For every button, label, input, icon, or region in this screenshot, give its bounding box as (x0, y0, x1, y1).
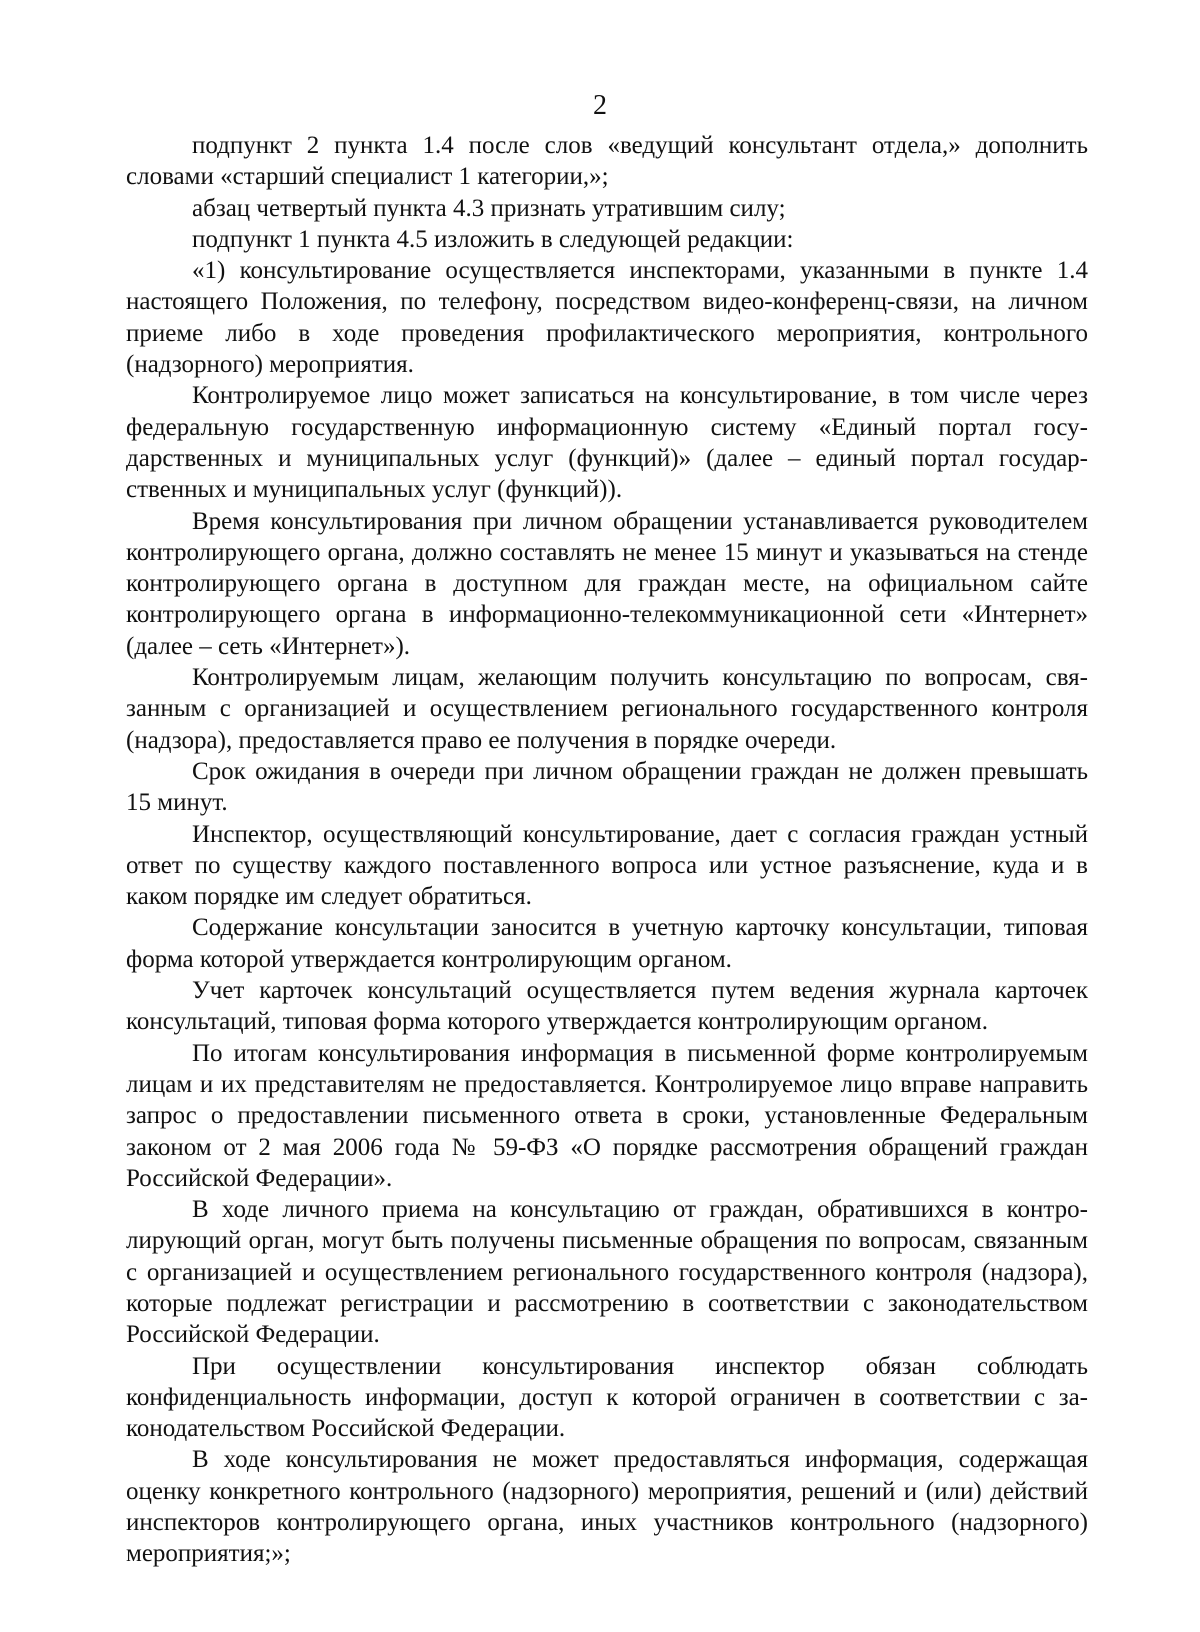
paragraph: Контролируемое лицо может записаться на консультирование, в том числе через федеральную государственную информационную систему «Единый портал государственных и муниципальных услуг (функций)» (далее – единый портал государственных и муниципальных услуг (функций)). (126, 382, 1088, 504)
paragraph: Учет карточек консультаций осуществляется путем ведения журнала карточек консультаций, типовая форма которого утверждается контролирующим органом. (126, 977, 1088, 1036)
paragraph: «1) консультирование осуществляется инспекторами, указанными в пункте 1.4 настоящего Положения, по телефону, посредством видео-конференц-связи, на личном приеме либо в ходе проведения профилактического мероприятия, контрольного (надзорного) мероприятия. (126, 257, 1088, 379)
paragraph: По итогам консультирования информация в письменной форме контролируемым лицам и их представителям не предоставляется. Контролируемое лицо вправе направить запрос о предоставлении письменного ответа в сроки, установленные Федеральным законом от 2 мая 2006 года № 59-ФЗ «О порядке рассмотрения обращений граждан Российской Федерации». (126, 1039, 1088, 1192)
document-body (126, 130, 1088, 1570)
paragraph: подпункт 1 пункта 4.5 изложить в следующей редакции: (192, 225, 794, 253)
paragraph: абзац четвертый пункта 4.3 признать утратившим силу; (192, 194, 786, 222)
page-number: 2 (593, 90, 607, 121)
paragraph: Контролируемым лицам, желающим получить консультацию по вопросам, связанным с организацией и осуществлением регионального государственного контроля (надзора), предоставляется право ее получения в порядке очереди. (126, 664, 1088, 754)
paragraph: В ходе личного приема на консультацию от граждан, обратившихся в контролирующий орган, могут быть получены письменные обращения по вопросам, связанным с организацией и осуществлением регионального государственного контроля (надзора), которые подлежат регистрации и рассмотрению в соответствии с законодательством Российской Федерации. (126, 1196, 1088, 1349)
paragraph: Инспектор, осуществляющий консультирование, дает с согласия граждан устный ответ по существу каждого поставленного вопроса или устное разъяснение, куда и в каком порядке им следует обратиться. (126, 820, 1088, 911)
paragraph: Содержание консультации заносится в учетную карточку консультации, типовая форма которой утверждается контролирующим органом. (126, 914, 1088, 973)
paragraph: подпункт 2 пункта 1.4 после слов «ведущий консультант отдела,» дополнить словами «старший специалист 1 категории,»; (126, 132, 1088, 191)
paragraph: Срок ожидания в очереди при личном обращении граждан не должен превышать 15 минут. (126, 757, 1088, 817)
paragraph: Время консультирования при личном обращении устанавливается руководителем контролирующего органа, должно составлять не менее 15 минут и указываться на стенде контролирующего органа в доступном для граждан месте, на официальном сайте контролирующего органа в информационно-телекоммуникационной сети «Интернет» (далее – сеть «Интернет»). (126, 507, 1088, 660)
paragraph: При осуществлении консультирования инспектор обязан соблюдать конфиденциальность информации, доступ к которой ограничен в соответствии с законодательством Российской Федерации. (126, 1352, 1088, 1443)
paragraph: В ходе консультирования не может предоставляться информация, содержащая оценку конкретного контрольного (надзорного) мероприятия, решений и (или) действий инспекторов контролирующего органа, иных участников контрольного (надзорного) мероприятия;»; (126, 1446, 1088, 1568)
